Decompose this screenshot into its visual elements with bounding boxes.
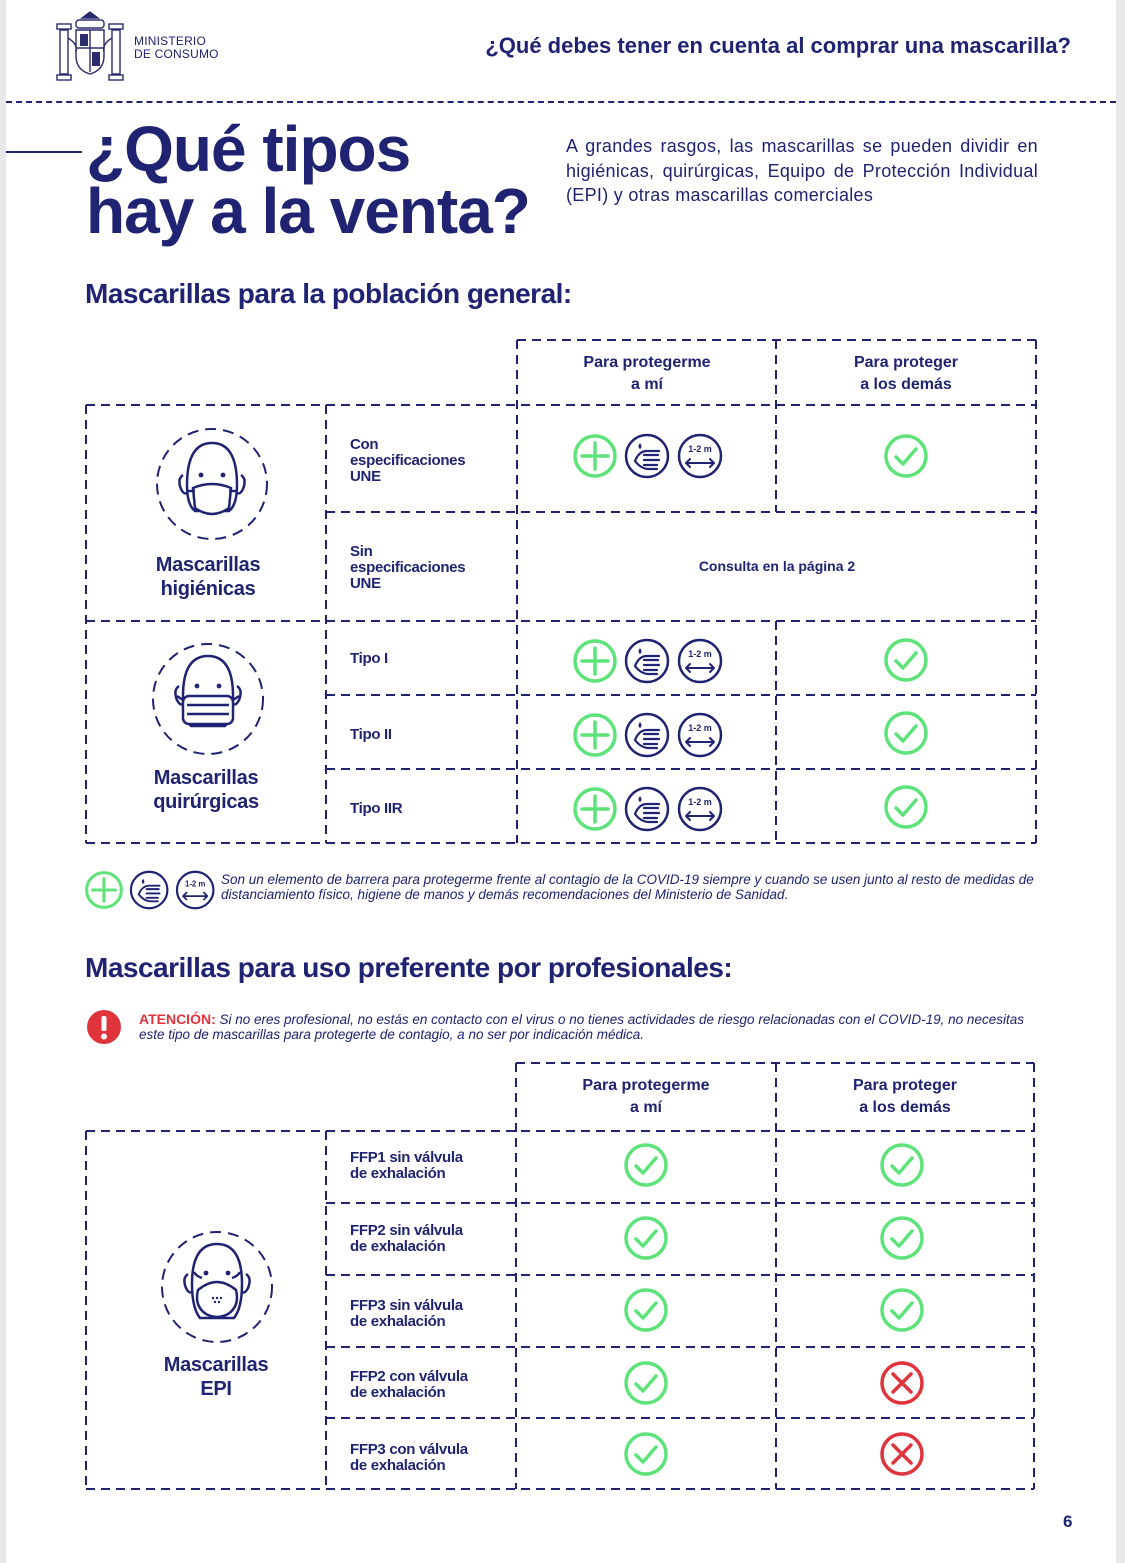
protection-icons-row5 (572, 784, 732, 839)
t2-col-protect-others-line1: Para proteger (852, 1077, 958, 1094)
hand-washing-icon (626, 640, 668, 682)
hand-washing-icon (626, 435, 668, 477)
cat-surgical-line1: Mascarillas (153, 767, 259, 789)
attention-note (139, 1012, 1039, 1042)
check-icon-svg (623, 1287, 669, 1333)
row-with-une-line1: Con (350, 436, 379, 453)
row-ffp1-no-valve (350, 1150, 463, 1182)
epi-mask-person-icon (158, 1228, 276, 1346)
t1-col-protect-others (777, 352, 1035, 396)
check-icon-svg (623, 1142, 669, 1188)
check-icon-svg (883, 637, 929, 683)
check-icon (623, 1360, 669, 1411)
row-without-une-line3: UNE (350, 575, 381, 592)
check-icon (883, 433, 929, 484)
check-icon (623, 1287, 669, 1338)
row-ffp2-valve-line2: de exhalación (350, 1384, 446, 1401)
t2-col-protect-me (516, 1075, 776, 1119)
row-ffp3-no-valve-line2: de exhalación (350, 1313, 446, 1330)
row-ffp2-valve (350, 1369, 468, 1401)
check-icon-svg (883, 710, 929, 756)
distance-label: 1-2 m (688, 723, 712, 733)
main-title-line2: hay a la venta? (86, 175, 530, 247)
t1-col-protect-me (518, 352, 776, 396)
check-icon (623, 1431, 669, 1482)
attention-label: ATENCIÓN: (139, 1011, 216, 1027)
row-without-une-line2: especificaciones (350, 559, 466, 576)
distance-icon (679, 435, 721, 477)
legend-note: Son un elemento de barrera para protegerme frente al contagio de la COVID-19 siempre y cuando se usen junto al resto de medidas de distanciamiento físico, higiene de manos y demás recomendaciones del Ministerio de Sanidad. (221, 872, 1034, 902)
cross-icon-svg (879, 1431, 925, 1477)
t1-col-protect-others-line2: a los demás (860, 376, 952, 393)
surgical-mask-person-icon (149, 640, 267, 758)
warning-icon (86, 1009, 122, 1045)
distance-label: 1-2 m (688, 444, 712, 454)
see-page-2-note: Consulta en la página 2 (698, 558, 856, 574)
check-icon-svg (883, 433, 929, 479)
cat-epi-label (96, 1353, 336, 1401)
protection-icons-row3 (572, 636, 732, 691)
row-with-une (350, 437, 465, 485)
document-page (6, 0, 1116, 1563)
row-ffp3-no-valve-line1: FFP3 sin válvula (350, 1297, 463, 1314)
distance-label: 1-2 m (185, 879, 206, 889)
section2-heading: Mascarillas para uso preferente por profesionales: (85, 952, 733, 983)
check-icon (883, 637, 929, 688)
plus-icon (87, 873, 122, 908)
cat-epi-line1: Mascarillas (163, 1354, 269, 1376)
plus-icon (575, 641, 615, 681)
cross-icon (879, 1431, 925, 1482)
t1-col-protect-me-line1: Para protegerme (583, 354, 711, 371)
row-with-une-line3: UNE (350, 468, 381, 485)
distance-label: 1-2 m (688, 649, 712, 659)
row-ffp3-valve-line2: de exhalación (350, 1457, 446, 1474)
check-icon-svg (879, 1287, 925, 1333)
t2-col-protect-others (776, 1075, 1034, 1119)
t2-col-protect-others-line2: a los demás (859, 1099, 951, 1116)
row-ffp1-no-valve-line1: FFP1 sin válvula (350, 1149, 463, 1166)
distance-icon (679, 788, 721, 830)
row-without-une (350, 544, 465, 592)
distance-icon (679, 640, 721, 682)
distance-label: 1-2 m (688, 797, 712, 807)
check-icon (879, 1287, 925, 1338)
row-ffp1-no-valve-line2: de exhalación (350, 1165, 446, 1182)
hand-washing-icon (131, 872, 167, 908)
check-icon-svg (623, 1215, 669, 1261)
row-type-iir: Tipo IIR (350, 800, 403, 817)
check-icon-svg (623, 1431, 669, 1477)
check-icon-svg (879, 1142, 925, 1188)
plus-icon (575, 436, 615, 476)
t2-col-protect-me-line1: Para protegerme (582, 1077, 710, 1094)
row-ffp2-no-valve-line1: FFP2 sin válvula (350, 1222, 463, 1239)
hygienic-mask-person-icon (153, 425, 271, 543)
cross-icon (879, 1360, 925, 1411)
attention-text: Si no eres profesional, no estás en contacto con el virus o no tienes actividades de riesgo relacionadas con el COVID-19, no necesitas este tipo de mascarillas para protegerte de contagio, a no ser por indicación médica. (139, 1012, 1024, 1042)
page-number: 6 (1063, 1512, 1073, 1531)
check-icon (883, 784, 929, 835)
cat-epi-line2: EPI (200, 1378, 232, 1400)
row-ffp3-no-valve (350, 1298, 463, 1330)
distance-icon (177, 872, 213, 908)
cat-surgical-label (86, 766, 326, 814)
cat-hygienic-label (88, 553, 328, 601)
t1-col-protect-me-line2: a mí (630, 376, 663, 393)
legend-protection-icons (84, 868, 223, 917)
row-ffp2-no-valve (350, 1223, 463, 1255)
row-without-une-line1: Sin (350, 543, 373, 560)
cross-icon-svg (879, 1360, 925, 1406)
protection-icons-row1 (572, 431, 732, 486)
hand-washing-icon (626, 714, 668, 756)
check-icon (883, 710, 929, 761)
distance-icon (679, 714, 721, 756)
main-title-line1: ¿Qué tipos (86, 113, 411, 185)
ministry-name-line1: MINISTERIO (134, 34, 207, 48)
check-icon (879, 1142, 925, 1193)
section1-heading: Mascarillas para la población general: (85, 278, 572, 309)
row-ffp3-valve (350, 1442, 468, 1474)
t2-col-protect-me-line2: a mí (629, 1099, 662, 1116)
cat-hygienic-line2: higiénicas (160, 578, 256, 600)
t1-col-protect-others-line1: Para proteger (853, 354, 959, 371)
intro-paragraph: A grandes rasgos, las mascarillas se pueden dividir en higiénicas, quirúrgicas, Equipo de Protección Individual (EPI) y otras mascarillas comerciales (566, 136, 1038, 205)
plus-icon (575, 715, 615, 755)
header-title: ¿Qué debes tener en cuenta al comprar una mascarilla? (485, 33, 1071, 58)
row-ffp2-no-valve-line2: de exhalación (350, 1238, 446, 1255)
plus-icon (575, 789, 615, 829)
row-ffp3-valve-line1: FFP3 con válvula (350, 1441, 468, 1458)
check-icon (623, 1215, 669, 1266)
ministry-name-line2: DE CONSUMO (134, 47, 219, 61)
check-icon-svg (879, 1215, 925, 1261)
hand-washing-icon (626, 788, 668, 830)
check-icon-svg (623, 1360, 669, 1406)
check-icon (879, 1215, 925, 1266)
cat-hygienic-line1: Mascarillas (155, 554, 261, 576)
row-type-i: Tipo I (350, 650, 388, 667)
row-ffp2-valve-line1: FFP2 con válvula (350, 1368, 468, 1385)
protection-icons-row4 (572, 710, 732, 765)
row-with-une-line2: especificaciones (350, 452, 466, 469)
check-icon-svg (883, 784, 929, 830)
row-type-ii: Tipo II (350, 726, 392, 743)
cat-surgical-line2: quirúrgicas (153, 791, 259, 813)
check-icon (623, 1142, 669, 1193)
